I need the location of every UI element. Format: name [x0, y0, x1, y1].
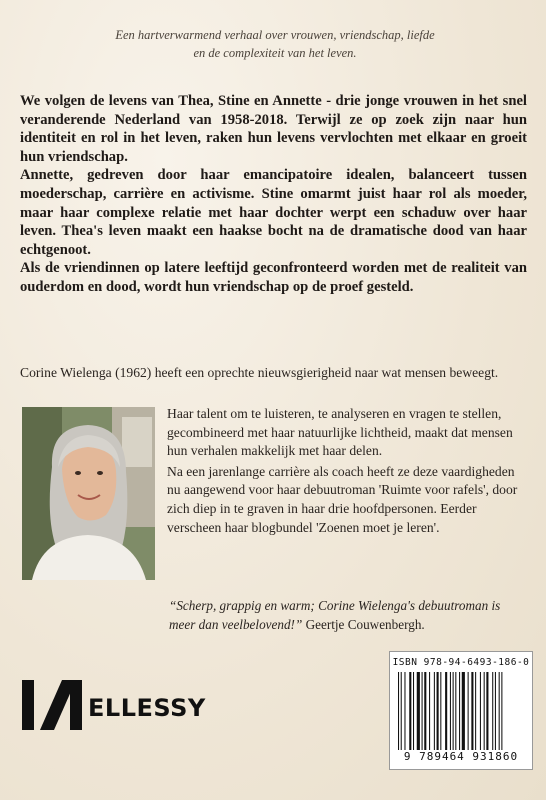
bio-intro-text: Corine Wielenga (1962) heeft een oprechte nieuwsgierigheid naar wat mensen beweegt. [20, 365, 499, 380]
author-bio [167, 405, 527, 537]
barcode-bars [396, 672, 526, 750]
tagline-line-2: en de complexiteit van het leven. [193, 46, 357, 60]
tagline-line-1: Een hartverwarmend verhaal over vrouwen, vriendschap, liefde [115, 28, 435, 42]
publisher-logo [22, 680, 252, 730]
tagline [40, 26, 510, 62]
publisher-name: ELLESSY [88, 694, 206, 722]
blurb-paragraph-2: Annette, gedreven door haar emancipatoire idealen, balanceert tussen moederschap, carrière en activisme. Stine omarmt juist haar rol als moeder, maar haar complexe relatie met haar dochter werpt een schaduw over haar leven. Thea's leven maakt een haakse bocht na de dramatische dood van haar echtgenoot. [20, 167, 527, 258]
isbn-number: ISBN 978-94-6493-186-0 [392, 657, 530, 668]
book-blurb [20, 92, 527, 297]
isbn-barcode [389, 651, 533, 770]
author-photo [22, 407, 155, 580]
quote-text: “Scherp, grappig en warm; Corine Wielenga's debuutroman is meer dan veelbelovend!” [169, 598, 501, 632]
bio-paragraph-2: Na een jarenlange carrière als coach heeft ze deze vaardigheden nu aangewend voor haar debuutroman 'Ruimte voor rafels', door zich diep in te graven in haar drie hoofdpersonen. Eerder verscheen haar blogbundel 'Zoenen moet je leren'. [167, 463, 518, 535]
bio-paragraph-1: Haar talent om te luisteren, te analyseren en vragen te stellen, gecombineerd met haar natuurlijke lichtheid, maakt dat mensen hun verhalen makkelijk met haar delen. [167, 406, 513, 459]
author-bio-intro [20, 364, 527, 383]
blurb-paragraph-3: Als de vriendinnen op latere leeftijd geconfronteerd worden met de realiteit van ouderdom en dood, wordt hun vriendschap op de proef gesteld. [20, 260, 527, 295]
publisher-logo-icon [22, 680, 84, 730]
author-portrait-illustration [22, 407, 155, 580]
quote-attribution: Geertje Couwenbergh. [305, 616, 425, 632]
blurb-paragraph-1: We volgen de levens van Thea, Stine en Annette - drie jonge vrouwen in het snel veranderende Nederland van 1958-2018. Terwijl ze op zoek zijn naar hun identiteit en rol in het leven, raken hun levens vervlochten met elkaar en groeit hun vriendschap. [20, 93, 527, 165]
ean-number: 9 789464 931860 [403, 750, 519, 763]
review-quote [169, 597, 529, 634]
